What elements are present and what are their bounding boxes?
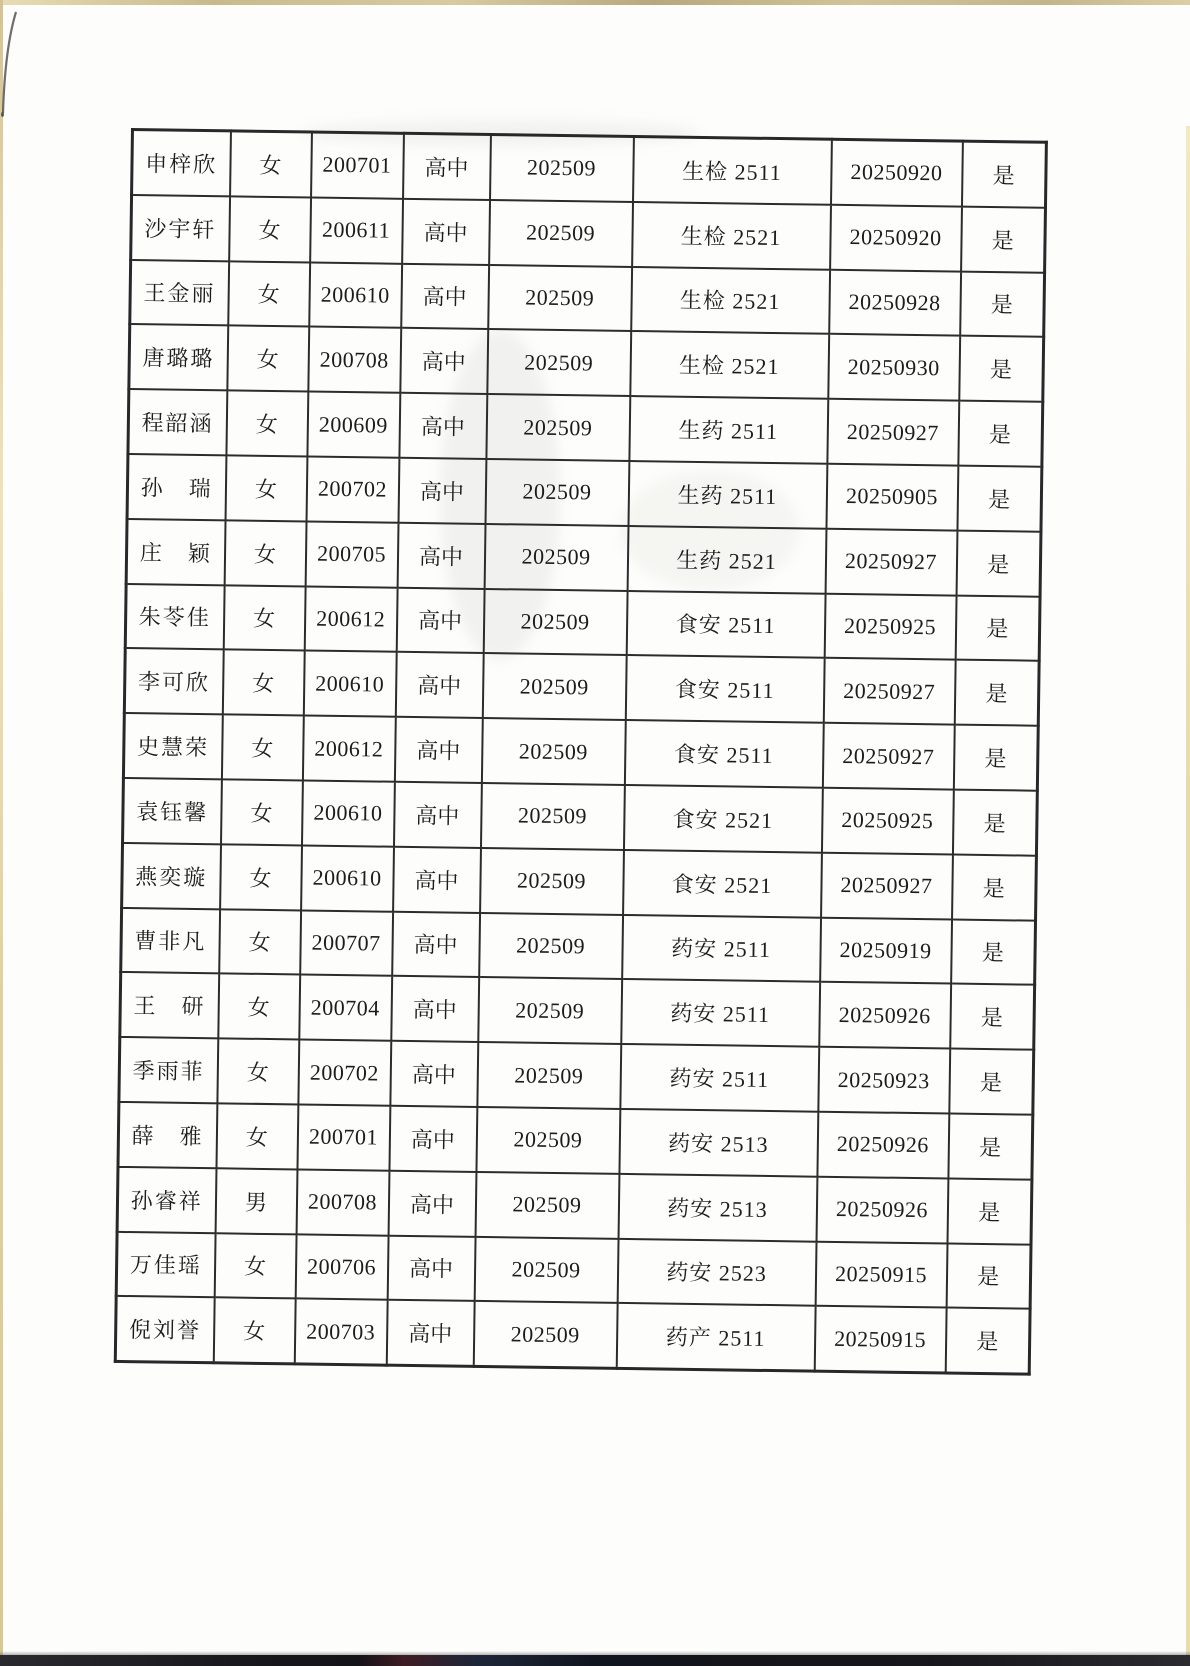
date-cell: 20250926 (817, 1112, 949, 1179)
scan-edge-left (0, 0, 3, 1656)
education-cell: 高中 (395, 652, 483, 718)
gender-cell: 女 (216, 1103, 298, 1169)
education-cell: 高中 (387, 1235, 475, 1301)
date-cell: 20250926 (816, 1176, 948, 1243)
birth-date-cell: 200610 (302, 780, 395, 846)
birth-date-cell: 200707 (300, 910, 393, 976)
education-cell: 高中 (389, 1106, 477, 1172)
student-name-cell: 孙 瑞 (127, 454, 226, 520)
student-roster-table (114, 128, 1048, 1376)
confirmed-flag-cell: 是 (945, 1308, 1030, 1374)
class-name-cell: 食安 2511 (626, 591, 825, 659)
education-cell: 高中 (397, 523, 485, 589)
student-name-cell: 朱苓佳 (125, 584, 224, 650)
class-name-cell: 生检 2521 (632, 202, 831, 270)
gender-cell: 女 (222, 650, 304, 716)
date-cell: 20250930 (828, 334, 960, 401)
enroll-term-cell: 202509 (483, 589, 627, 656)
confirmed-flag-cell: 是 (953, 725, 1038, 791)
gender-cell: 女 (219, 909, 301, 975)
gender-cell: 女 (221, 779, 303, 845)
enroll-term-cell: 202509 (481, 718, 625, 785)
enroll-term-cell: 202509 (487, 329, 631, 396)
enroll-term-cell: 202509 (482, 653, 626, 720)
date-cell: 20250926 (819, 982, 951, 1049)
enroll-term-cell: 202509 (473, 1301, 617, 1368)
confirmed-flag-cell: 是 (955, 595, 1040, 661)
confirmed-flag-cell: 是 (957, 466, 1042, 532)
confirmed-flag-cell: 是 (954, 660, 1039, 726)
date-cell: 20250927 (825, 529, 957, 596)
class-name-cell: 生药 2511 (629, 396, 828, 464)
confirmed-flag-cell: 是 (947, 1178, 1032, 1244)
date-cell: 20250927 (823, 658, 955, 725)
student-name-cell: 万佳瑶 (116, 1231, 215, 1297)
class-name-cell: 食安 2521 (623, 850, 822, 918)
enroll-term-cell: 202509 (488, 265, 632, 332)
education-cell: 高中 (388, 1170, 476, 1236)
student-name-cell: 沙宇轩 (131, 195, 230, 261)
confirmed-flag-cell: 是 (949, 1049, 1034, 1115)
enroll-term-cell: 202509 (474, 1236, 618, 1303)
enroll-term-cell: 202509 (480, 848, 624, 915)
enroll-term-cell: 202509 (484, 524, 628, 591)
gender-cell: 女 (218, 974, 300, 1040)
student-name-cell: 袁钰馨 (123, 778, 222, 844)
date-cell: 20250927 (827, 399, 959, 466)
student-name-cell: 庄 颖 (126, 519, 225, 585)
birth-date-cell: 200705 (305, 521, 398, 587)
birth-date-cell: 200704 (299, 975, 392, 1041)
birth-date-cell: 200708 (296, 1169, 389, 1235)
gender-cell: 女 (224, 520, 306, 586)
gender-cell: 女 (227, 326, 309, 392)
date-cell: 20250919 (820, 917, 952, 984)
birth-date-cell: 200702 (306, 456, 399, 522)
student-name-cell: 程韶涵 (128, 389, 227, 455)
gender-cell: 男 (215, 1168, 297, 1234)
education-cell: 高中 (401, 263, 489, 329)
class-name-cell: 药安 2511 (621, 979, 820, 1047)
student-name-cell: 申梓欣 (132, 130, 231, 197)
student-name-cell: 燕奕璇 (122, 843, 221, 909)
class-name-cell: 药产 2511 (616, 1303, 815, 1371)
enroll-term-cell: 202509 (485, 459, 629, 526)
birth-date-cell: 200610 (301, 845, 394, 911)
birth-date-cell: 200610 (303, 651, 396, 717)
date-cell: 20250927 (821, 852, 953, 919)
birth-date-cell: 200611 (310, 197, 403, 263)
education-cell: 高中 (393, 847, 481, 913)
enroll-term-cell: 202509 (490, 135, 634, 202)
class-name-cell: 生检 2521 (630, 331, 829, 399)
education-cell: 高中 (398, 458, 486, 524)
enroll-term-cell: 202509 (489, 200, 633, 267)
education-cell: 高中 (392, 911, 480, 977)
page-curl-line (0, 8, 26, 118)
class-name-cell: 生药 2511 (628, 461, 827, 529)
birth-date-cell: 200612 (304, 586, 397, 652)
scan-edge-bottom (0, 1655, 1190, 1666)
enroll-term-cell: 202509 (478, 977, 622, 1044)
confirmed-flag-cell: 是 (958, 401, 1043, 467)
confirmed-flag-cell: 是 (951, 919, 1036, 985)
education-cell: 高中 (394, 717, 482, 783)
birth-date-cell: 200703 (294, 1299, 387, 1366)
confirmed-flag-cell: 是 (961, 206, 1046, 272)
enroll-term-cell: 202509 (479, 913, 623, 980)
date-cell: 20250925 (821, 788, 953, 855)
class-name-cell: 食安 2511 (624, 720, 823, 788)
date-cell: 20250905 (826, 464, 958, 531)
date-cell: 20250925 (824, 593, 956, 660)
scan-speck (1, 112, 4, 117)
gender-cell: 女 (226, 391, 308, 457)
birth-date-cell: 200702 (298, 1040, 391, 1106)
class-name-cell: 生药 2521 (627, 526, 826, 594)
enroll-term-cell: 202509 (486, 394, 630, 461)
confirmed-flag-cell: 是 (952, 790, 1037, 856)
birth-date-cell: 200610 (309, 262, 402, 328)
education-cell: 高中 (399, 393, 487, 459)
scan-edge-top (0, 0, 1190, 5)
gender-cell: 女 (223, 585, 305, 651)
education-cell: 高中 (393, 782, 481, 848)
gender-cell: 女 (230, 131, 312, 197)
student-table-body (115, 130, 1046, 1375)
date-cell: 20250920 (830, 205, 962, 272)
enroll-term-cell: 202509 (475, 1172, 619, 1239)
confirmed-flag-cell: 是 (946, 1243, 1031, 1309)
enroll-term-cell: 202509 (476, 1107, 620, 1174)
student-name-cell: 李可欣 (124, 648, 223, 714)
student-name-cell: 王 研 (120, 972, 219, 1038)
student-name-cell: 史慧荣 (123, 713, 222, 779)
date-cell: 20250923 (818, 1047, 950, 1114)
education-cell: 高中 (403, 133, 491, 200)
class-name-cell: 食安 2521 (623, 785, 822, 853)
student-roster-table-area (114, 128, 1048, 1376)
class-name-cell: 药安 2511 (622, 915, 821, 983)
gender-cell: 女 (221, 715, 303, 781)
education-cell: 高中 (400, 328, 488, 394)
student-name-cell: 薛 雅 (118, 1102, 217, 1168)
class-name-cell: 药安 2513 (619, 1109, 818, 1177)
education-cell: 高中 (396, 587, 484, 653)
gender-cell: 女 (214, 1233, 296, 1299)
confirmed-flag-cell: 是 (960, 271, 1045, 337)
student-name-cell: 王金丽 (130, 260, 229, 326)
gender-cell: 女 (213, 1298, 295, 1364)
student-name-cell: 唐璐璐 (129, 324, 228, 390)
enroll-term-cell: 202509 (480, 783, 624, 850)
birth-date-cell: 200612 (302, 716, 395, 782)
education-cell: 高中 (402, 199, 490, 265)
gender-cell: 女 (220, 844, 302, 910)
confirmed-flag-cell: 是 (948, 1113, 1033, 1179)
student-name-cell: 倪刘誉 (115, 1296, 214, 1363)
student-name-cell: 孙睿祥 (117, 1167, 216, 1233)
education-cell: 高中 (386, 1300, 474, 1367)
class-name-cell: 药安 2523 (617, 1238, 816, 1306)
education-cell: 高中 (391, 976, 479, 1042)
birth-date-cell: 200708 (308, 327, 401, 393)
gender-cell: 女 (228, 261, 310, 327)
confirmed-flag-cell: 是 (961, 141, 1046, 207)
education-cell: 高中 (390, 1041, 478, 1107)
gender-cell: 女 (229, 196, 311, 262)
birth-date-cell: 200609 (307, 392, 400, 458)
gender-cell: 女 (217, 1038, 299, 1104)
class-name-cell: 药安 2513 (618, 1174, 817, 1242)
date-cell: 20250915 (815, 1241, 947, 1308)
scan-edge-right (1186, 126, 1190, 1656)
class-name-cell: 生检 2521 (631, 267, 830, 335)
class-name-cell: 食安 2511 (625, 655, 824, 723)
confirmed-flag-cell: 是 (959, 336, 1044, 402)
date-cell: 20250927 (822, 723, 954, 790)
birth-date-cell: 200701 (297, 1104, 390, 1170)
enroll-term-cell: 202509 (477, 1042, 621, 1109)
student-name-cell: 曹非凡 (121, 908, 220, 974)
date-cell: 20250920 (830, 139, 962, 206)
gender-cell: 女 (225, 455, 307, 521)
class-name-cell: 药安 2511 (620, 1044, 819, 1112)
table-row (115, 1296, 1030, 1374)
confirmed-flag-cell: 是 (950, 984, 1035, 1050)
date-cell: 20250928 (829, 269, 961, 336)
confirmed-flag-cell: 是 (956, 530, 1041, 596)
birth-date-cell: 200701 (311, 132, 404, 199)
confirmed-flag-cell: 是 (952, 854, 1037, 920)
class-name-cell: 生检 2511 (633, 137, 832, 205)
student-name-cell: 季雨菲 (119, 1037, 218, 1103)
date-cell: 20250915 (814, 1306, 946, 1373)
birth-date-cell: 200706 (295, 1234, 388, 1300)
